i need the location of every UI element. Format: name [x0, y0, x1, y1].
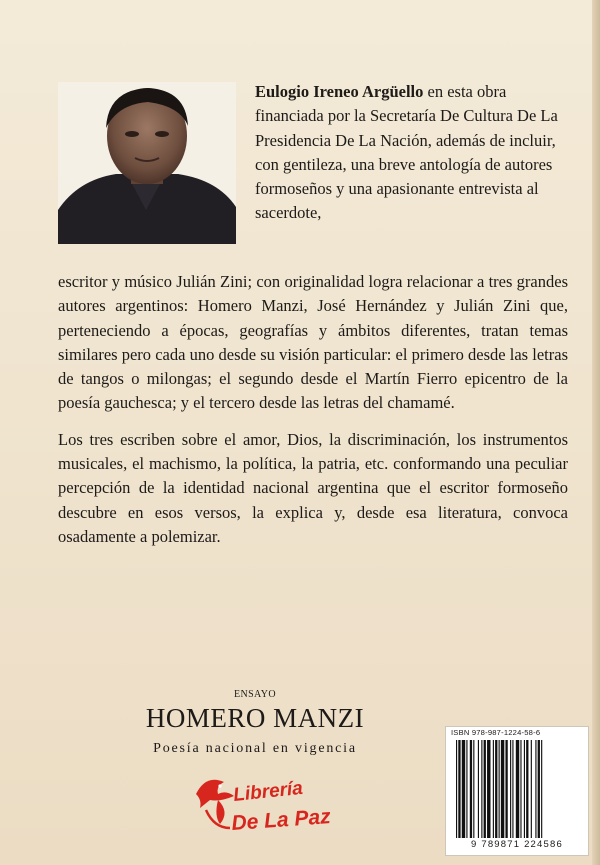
synopsis-paragraph-1: escritor y músico Julián Zini; con originalidad logra relacionar a tres grandes autores argentinos: Homero Manzi, José Hernández y Julián Zini que, perteneciendo a épocas, geografías y ámbitos diferentes, tratan temas similares pero cada uno desde su visión particular: el primero desde las letras de tangos o milongas; el segundo desde el Martín Fierro epicentro de la poesía gauchesca; y el tercero desde las letras del chamamé.: [58, 272, 568, 413]
book-subtitle: Poesía nacional en vigencia: [153, 741, 357, 756]
barcode: [454, 740, 580, 838]
publisher-line2: De La Paz: [230, 805, 332, 835]
synopsis-paragraph-2: Los tres escriben sobre el amor, Dios, la discriminación, los instrumentos musicales, el machismo, la política, la patria, etc. conformando una peculiar percepción de la identidad nacional argentina que el escritor formoseño descubre en esos versos, la explica y, desde esa literatura, convoca osadamente a polemizar.: [58, 429, 568, 546]
publisher-logo: [190, 768, 340, 848]
intro-text: en esta obra financiada por la Secretaría De Cultura De La Presidencia De La Nación, además de incluir, con gentileza, una breve antología de autores formoseños y una apasionante entrevista al sacerdote,: [255, 82, 558, 223]
book-title: HOMERO MANZI: [145, 703, 365, 733]
dove-icon: [196, 780, 234, 828]
genre-label: ENSAYO: [233, 689, 277, 700]
cover-edge: [592, 0, 600, 865]
isbn-label: ISBN 978-987-1224-58-6: [451, 728, 541, 737]
author-photo: [58, 82, 236, 244]
barcode-digits: 9 789871 224586: [471, 839, 563, 850]
isbn-barcode-box: [445, 726, 589, 856]
author-name: Eulogio Ireneo Argüello: [255, 82, 424, 101]
author-intro: [255, 80, 567, 226]
synopsis: [58, 270, 568, 549]
publisher-line1: Librería: [232, 777, 304, 806]
